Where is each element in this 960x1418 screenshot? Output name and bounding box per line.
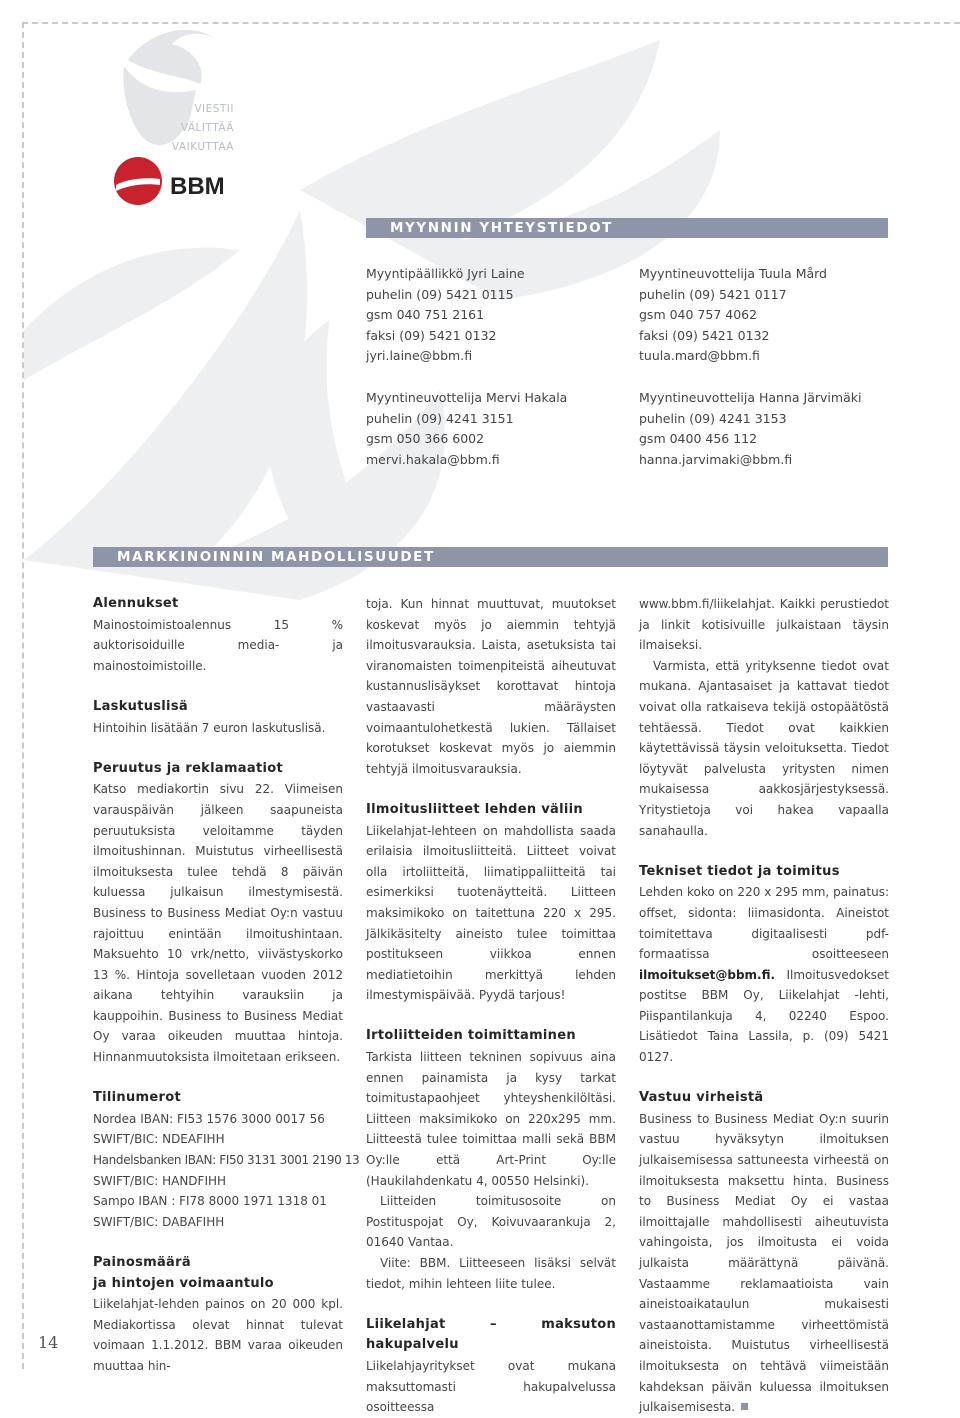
contact-email[interactable]: hanna.jarvimaki@bbm.fi (639, 451, 793, 467)
paragraph: Mainostoimistoalennus 15 % auktorisoiduille media- ja mainostoimistoille. (93, 617, 343, 673)
heading-vastuu-virheista: Vastuu virheistä (639, 1090, 764, 1106)
paragraph: Katso mediakortin sivu 22. Viimeisen varauspäivän jälkeen saapuneista peruutuksista veloitamme täyden ilmoitushinnan. Muistutus virheellisestä ilmoituksesta tulee tehdä 8 päivän kuluessa julkaisun ilmestymisestä. Business to Business Mediat Oy:n vastuu rajoittuu enintään ilmoitushintaan. Maksuehto 10 vrk/netto, viivästyskorko 13 %. Hintoja sovelletaan vuoden 2012 aikana tehtyihin varauksiin ja kauppoihin. Business to Business Mediat Oy varaa oikeuden muuttaa hintoja. Hinnanmuutoksista ilmoitetaan erikseen. (93, 782, 343, 1065)
contact-line: puhelin (09) 5421 0115 (366, 286, 514, 302)
page-number: 14 (38, 1333, 59, 1352)
paragraph: www.bbm.fi/liikelahjat. Kaikki perustiedot ja linkit kotisivuille julkaistaan täysin ilmaiseksi. (639, 597, 889, 653)
contact-line: gsm 0400 456 112 (639, 431, 758, 446)
heading-hintojen-voimaantulo: ja hintojen voimaantulo (93, 1275, 274, 1291)
heading-ilmoitusliitteet: Ilmoitusliitteet lehden väliin (366, 801, 583, 817)
contact-line: puhelin (09) 4241 3153 (639, 410, 787, 426)
contact-line: gsm 040 751 2161 (366, 307, 485, 322)
heading-alennukset: Alennukset (93, 596, 179, 611)
paragraph: Tarkista liitteen tekninen sopivuus aina ennen painamista ja kysy tarkat toimitustapaohjeet yhteyshenkilöltäsi. Liitteen maksimikoko on 220x295 mm. Liitteestä tulee toimittaa malli sekä BBM Oy:lle että Art-Print Oy:lle (Haukilahdenkatu 4, 00550 Helsinki). (366, 1050, 616, 1188)
paragraph: Liikelahjayritykset ovat mukana maksuttomasti hakupalvelussa osoitteessa (366, 1358, 616, 1415)
paragraph (639, 1109, 889, 1418)
contact-line: Myyntineuvottelija Hanna Järvimäki (639, 390, 862, 405)
paragraph (639, 882, 889, 1067)
paragraph: Varmista, että yrityksenne tiedot ovat mukana. Ajantasaiset ja kattavat tiedot voivat olla ratkaiseva tekijä ostopäätöstä tehtäessä. Tiedot ovat kaikkien käytettävissä täysin veloituksetta. Tiedot löytyvät palvelusta yritysten nimen mukaisessa aakkosjärjestyksessä. Yritystietoja voi hakea vapaalla sanahaulla. (639, 658, 889, 838)
contact-line: puhelin (09) 5421 0117 (639, 286, 787, 302)
heading-irtoliitteet: Irtoliitteiden toimittaminen (366, 1028, 576, 1044)
bank-line: Sampo IBAN : FI78 8000 1971 1318 01 (93, 1194, 327, 1209)
paragraph: Liikelahjat-lehden painos on 20 000 kpl. Mediakortissa olevat hinnat tulevat voimaan 1.1.2012. BBM varaa oikeuden muuttaa hin- (93, 1297, 343, 1373)
column-3 (639, 594, 889, 1418)
contact-line: Myyntipäällikkö Jyri Laine (366, 266, 525, 281)
contact-line: gsm 050 366 6002 (366, 431, 485, 446)
end-mark-icon (741, 1403, 748, 1410)
bank-line: Nordea IBAN: FI53 1576 3000 0017 56 (93, 1111, 325, 1126)
contact-hanna-jarvimaki (639, 388, 861, 470)
bbm-logo (112, 155, 242, 207)
contact-line: Myyntineuvottelija Tuula Mård (639, 266, 827, 281)
bank-line: SWIFT/BIC: HANDFIHH (93, 1173, 227, 1188)
paragraph: Liikelahjat-lehteen on mahdollista saada erilaisia ilmoitusliitteitä. Liitteet voivat olla irtoliitteitä, liimatippaliitteitä tai esimerkiksi tuotenäytteitä. Liitteen maksimikoko on taitettuna 220 x 295. Jälkikäsitelty aineisto tulee toimittaa postitukseen viikkoa ennen mediatietoihin merkittyä lehden ilmestymispäivää. Pyydä tarjous! (366, 823, 616, 1003)
contact-line: faksi (09) 5421 0132 (639, 327, 770, 343)
email-link[interactable]: ilmoitukset@bbm.fi. (639, 967, 776, 982)
text: Lehden koko on 220 x 295 mm, painatus: offset, sidonta: liimasidonta. Aineistot toimitettava digitaalisesti pdf-formaatissa osoitteeseen (639, 885, 889, 962)
contact-email[interactable]: tuula.mard@bbm.fi (639, 348, 760, 363)
paragraph: toja. Kun hinnat muuttuvat, muutokset koskevat myös jo aiemmin tehtyjä ilmoitusvarauksia. Laista, asetuksista tai viranomaisten toimenpiteistä aiheutuvat kustannuslisäykset korottavat hintoja vastaavasti määräysten voimaantulohetkestä lukien. Tällaiset korotukset koskevat myös jo aiemmin tehtyjä ilmoitusvarauksia. (366, 597, 616, 776)
bank-line: Handelsbanken IBAN: FI50 3131 3001 2190 13 (93, 1153, 360, 1168)
contact-line: Myyntineuvottelija Mervi Hakala (366, 390, 568, 405)
heading-painosmaara: Painosmäärä (93, 1255, 191, 1270)
heading-tilinumerot: Tilinumerot (93, 1090, 181, 1106)
text: Business to Business Mediat Oy:n suurin vastuu hyväksytyn ilmoituksen julkaisemisessa sattuneesta virheestä on ilmoituksesta maksettu hinta. Business to Business Mediat Oy ei vastaa ilmoittajalle mahdollisesti aiheutuvista vahingoista, jos ilmoitusta ei voida julkaista määrättynä päivänä. Vastaamme reklamaatioista vain aineistoaikataulun mukaisesti vastaanottamistamme virheettömistä aineistoista. Muistutus virheellisestä ilmoituksesta on tehtävä viimeistään kahdeksan päivän kuluessa ilmoituksen julkaisemisesta. (639, 1111, 889, 1415)
text: Ilmoitusvedokset postitse BBM Oy, Liikelahjat -lehti, Piispantilankuja 4, 02240 Espoo. Lisätiedot Taina Lassila, p. (09) 5421 0127. (639, 967, 889, 1065)
tagline-line: VIESTII (194, 103, 234, 115)
contact-line: puhelin (09) 4241 3151 (366, 410, 514, 426)
paragraph: Hintoihin lisätään 7 euron laskutuslisä. (93, 720, 326, 735)
bank-line: SWIFT/BIC: NDEAFIHH (93, 1132, 225, 1147)
heading-laskutuslisa: Laskutuslisä (93, 698, 188, 714)
logo-text: BBM (170, 173, 225, 200)
paragraph: Liitteiden toimitusosoite on Postituspojat Oy, Koivuvaarankuja 2, 01640 Vantaa. (366, 1194, 616, 1250)
heading-peruutus: Peruutus ja reklamaatiot (93, 760, 283, 776)
tagline-line: VAIKUTTAA (171, 141, 234, 153)
tagline (150, 100, 234, 157)
contact-line: faksi (09) 5421 0132 (366, 327, 497, 343)
marketing-section-title: MARKKINOINNIN MAHDOLLISUUDET (93, 547, 888, 567)
bank-line: SWIFT/BIC: DABAFIHH (93, 1214, 225, 1229)
heading-hakupalvelu: Liikelahjat – maksuton hakupalvelu (366, 1316, 616, 1353)
heading-tekniset-tiedot: Tekniset tiedot ja toimitus (639, 863, 840, 879)
contact-mervi-hakala (366, 388, 567, 470)
tagline-line: VÄLITTÄÄ (180, 122, 234, 134)
sales-section-title: MYYNNIN YHTEYSTIEDOT (366, 218, 888, 238)
contact-email[interactable]: jyri.laine@bbm.fi (366, 348, 473, 363)
column-1 (93, 594, 360, 1377)
contact-email[interactable]: mervi.hakala@bbm.fi (366, 451, 500, 467)
column-2 (366, 594, 616, 1418)
paragraph: Viite: BBM. Liitteeseen lisäksi selvät tiedot, mihin lehteen liite tulee. (366, 1256, 616, 1291)
contact-line: gsm 040 757 4062 (639, 307, 758, 322)
contact-jyri-laine (366, 264, 525, 367)
contact-tuula-mard (639, 264, 827, 367)
